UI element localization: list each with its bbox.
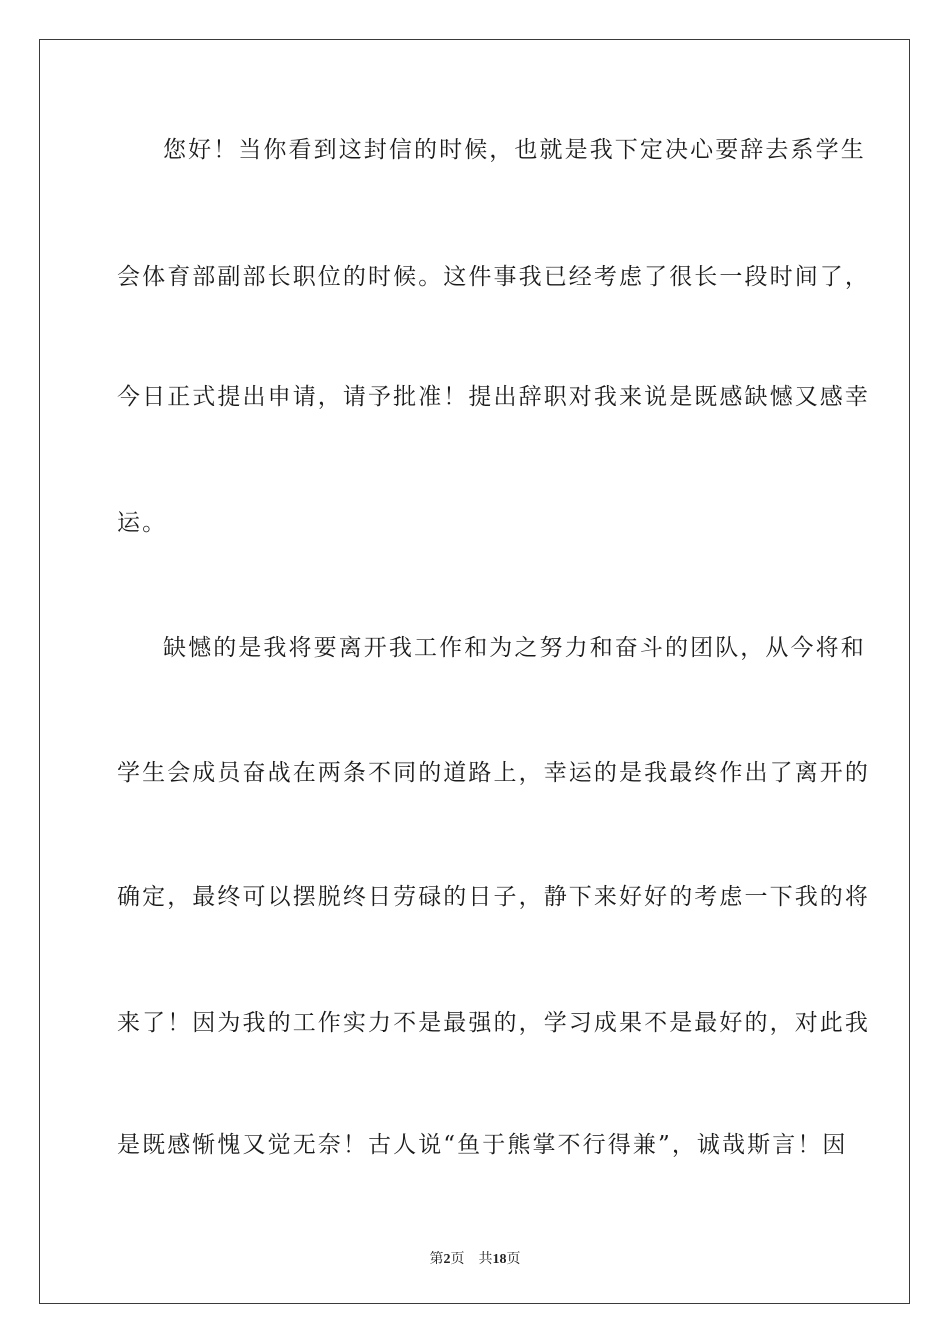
paragraph-line: 学生会成员奋战在两条不同的道路上，幸运的是我最终作出了离开的 xyxy=(117,760,870,786)
paragraph-line: 确定，最终可以摆脱终日劳碌的日子，静下来好好的考虑一下我的将 xyxy=(117,884,870,910)
paragraph-line: 来了！因为我的工作实力不是最强的，学习成果不是最好的，对此我 xyxy=(117,1010,870,1036)
total-label-suffix: 页 xyxy=(506,1252,521,1267)
total-pages: 18 xyxy=(492,1252,507,1267)
paragraph-line: 今日正式提出申请，请予批准！提出辞职对我来说是既感缺憾又感幸 xyxy=(117,384,870,410)
page-number: 2 xyxy=(443,1252,451,1267)
paragraph-line: 是既感惭愧又觉无奈！古人说“鱼于熊掌不行得兼”，诚哉斯言！因 xyxy=(117,1132,848,1158)
page-label-suffix: 页 xyxy=(450,1252,465,1267)
paragraph-line: 您好！当你看到这封信的时候，也就是我下定决心要辞去系学生 xyxy=(163,137,866,163)
paragraph-line: 运。 xyxy=(117,510,168,536)
paragraph-line: 会体育部副部长职位的时候。这件事我已经考虑了很长一段时间了， xyxy=(117,264,870,290)
page-label-prefix: 第 xyxy=(429,1252,444,1267)
paragraph-line: 缺憾的是我将要离开我工作和为之努力和奋斗的团队，从今将和 xyxy=(163,635,866,661)
page-border xyxy=(39,39,910,1304)
total-label-prefix: 共 xyxy=(478,1252,493,1267)
page-footer xyxy=(0,1248,950,1268)
